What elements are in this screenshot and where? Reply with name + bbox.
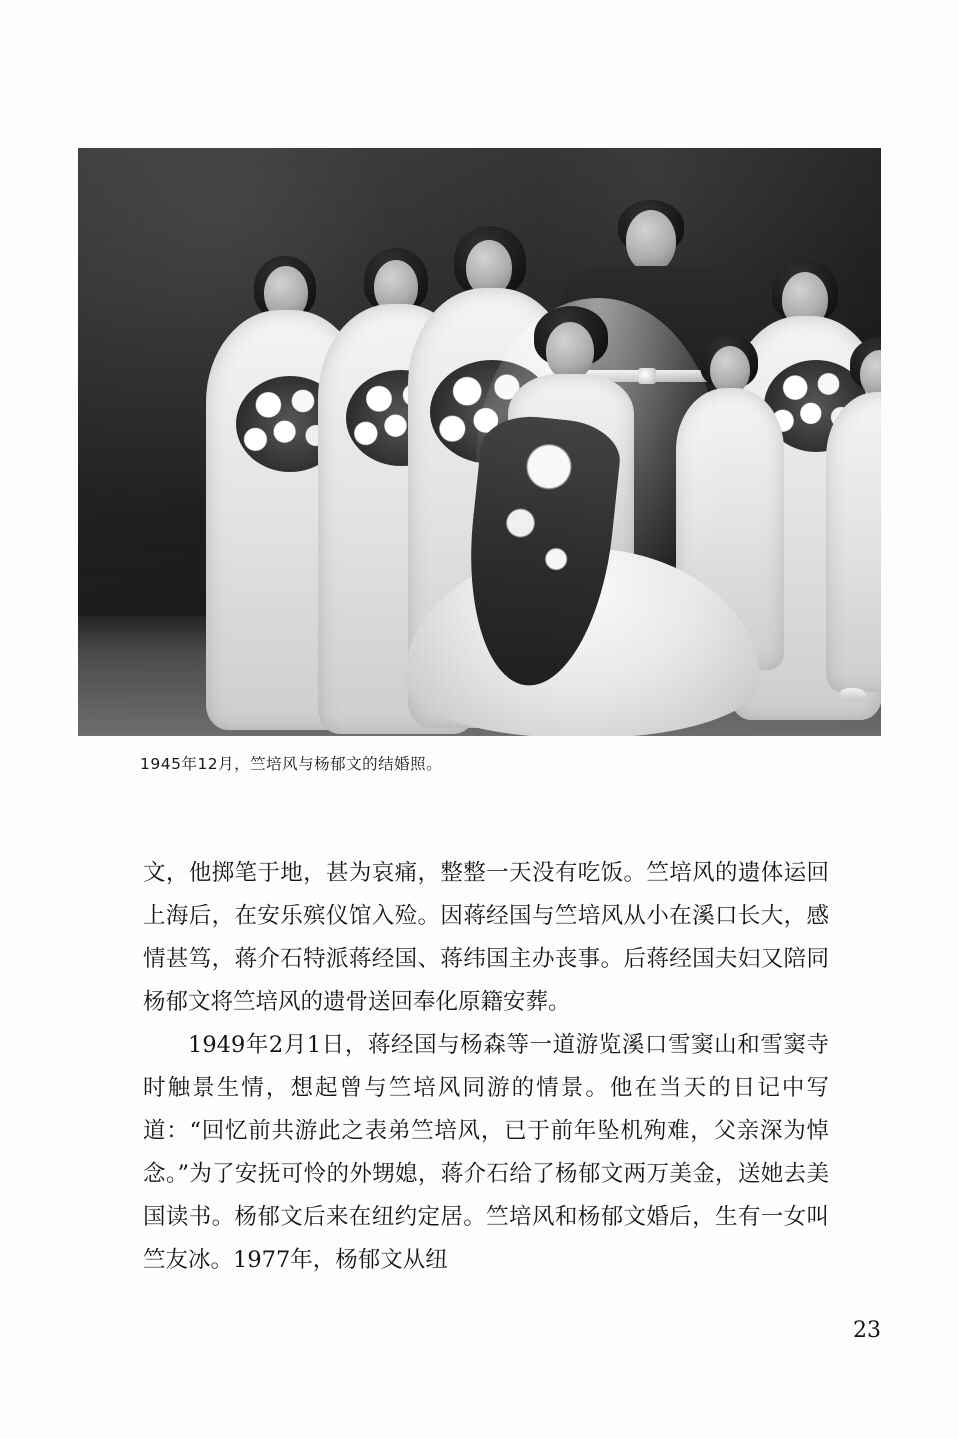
- photo-canvas: [78, 148, 881, 736]
- wedding-photograph: [78, 148, 881, 736]
- page-number: 23: [853, 1318, 881, 1343]
- body-text: [143, 852, 829, 1282]
- paragraph-1: 文，他掷笔于地，甚为哀痛，整整一天没有吃饭。竺培风的遗体运回上海后，在安乐殡仪馆入殓。因蒋经国与竺培风从小在溪口长大，感情甚笃，蒋介石特派蒋经国、蒋纬国主办丧事。后蒋经国夫妇又陪同杨郁文将竺培风的遗骨送回奉化原籍安葬。: [143, 860, 829, 1015]
- photo-grain-overlay: [78, 148, 881, 736]
- paragraph-2: 1949年2月1日，蒋经国与杨森等一道游览溪口雪窦山和雪窦寺时触景生情，想起曾与竺培风同游的情景。他在当天的日记中写道：“回忆前共游此之表弟竺培风，已于前年坠机殉难，父亲深为悼念。”为了安抚可怜的外甥媳，蒋介石给了杨郁文两万美金，送她去美国读书。杨郁文后来在纽约定居。竺培风和杨郁文婚后，生有一女叫竺友冰。1977年，杨郁文从纽: [143, 1032, 829, 1273]
- figure-caption: 1945年12月，竺培风与杨郁文的结婚照。: [140, 755, 443, 773]
